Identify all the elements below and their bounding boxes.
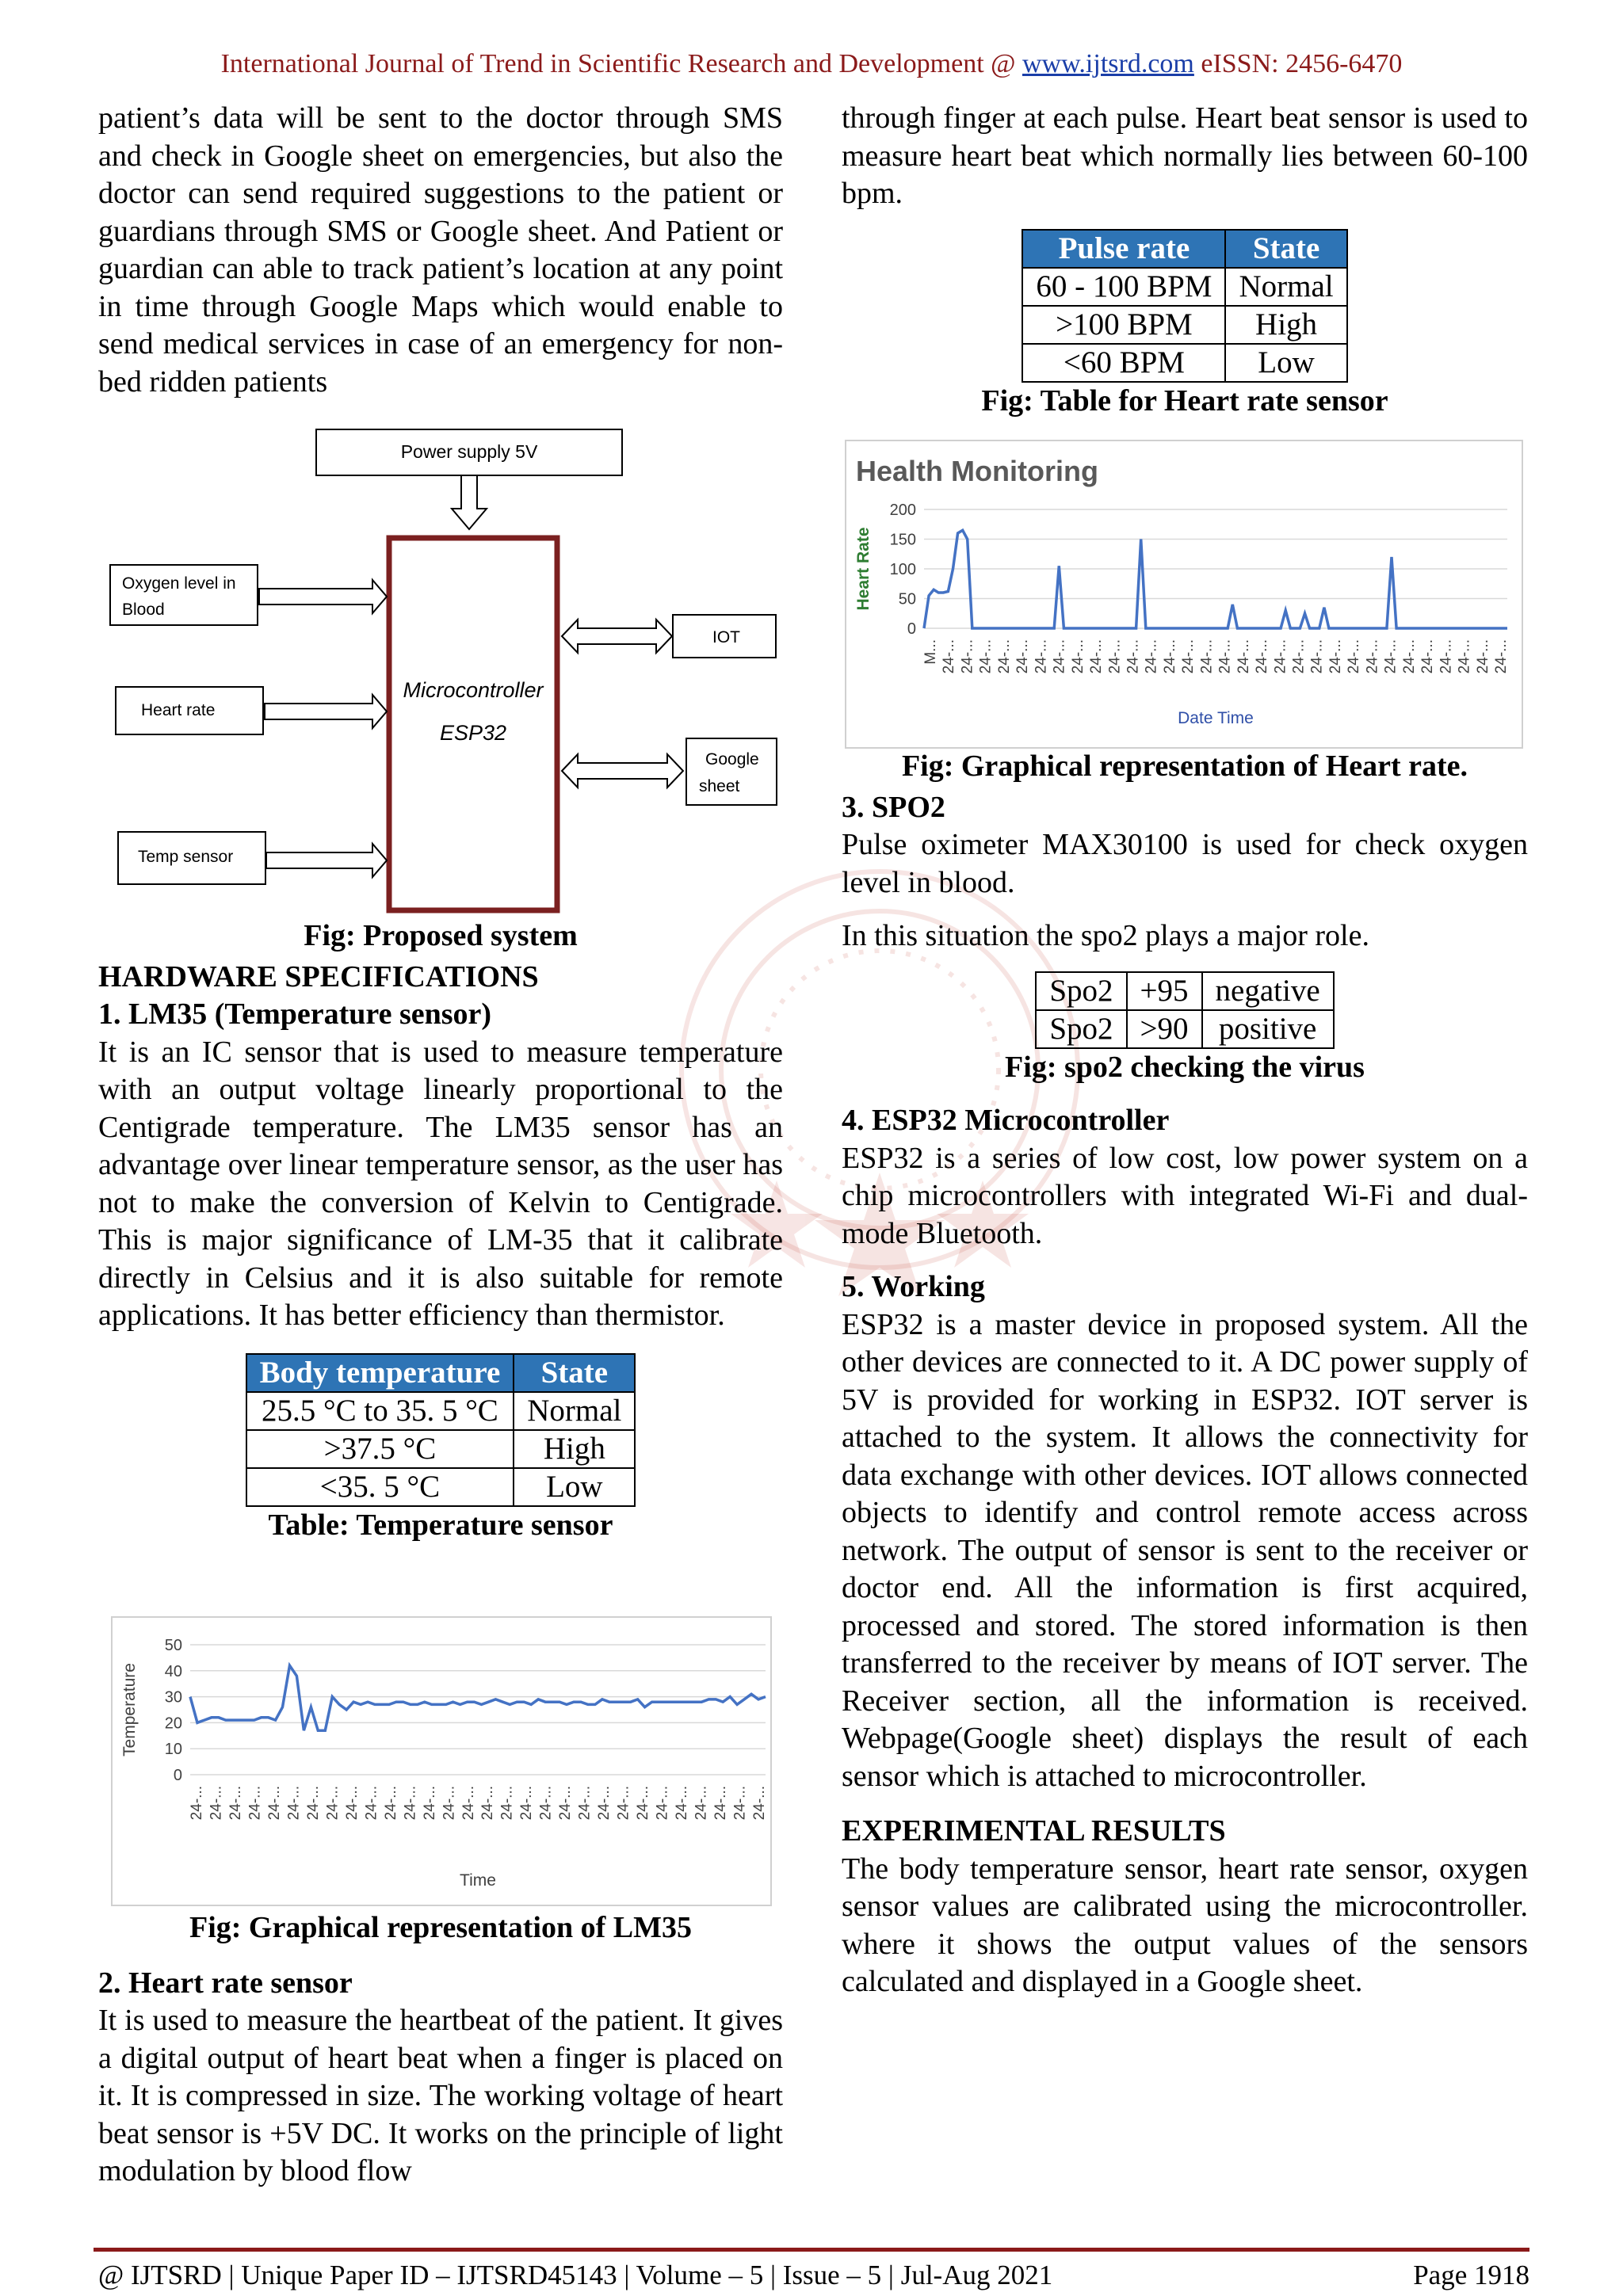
table-row bbox=[246, 1430, 636, 1468]
x-tick-label: 24-... bbox=[1033, 639, 1050, 674]
lm35-heading: 1. LM35 (Temperature sensor) bbox=[98, 997, 492, 1031]
x-tick-label: M... bbox=[922, 639, 939, 665]
google-sheet-label-1: Google bbox=[705, 750, 759, 769]
spo2-heading: 3. SPO2 bbox=[842, 790, 945, 824]
y-tick-label: 40 bbox=[164, 1662, 182, 1680]
intro-paragraph: patient’s data will be sent to the doctor through SMS and check in Google sheet on emergencies, but also the doctor can send required suggestions to the patient or guardians through SMS or Google sheet. And Patient or guardian can able to track patient’s location at any point in time through Google Maps which would enable to send medical services in case of an emergency for non-bed ridden patients bbox=[98, 101, 783, 399]
x-tick-label: 24-... bbox=[1364, 639, 1381, 674]
microcontroller-model: ESP32 bbox=[439, 721, 507, 745]
spo2-table bbox=[1035, 971, 1334, 1049]
x-tick-label: 24-... bbox=[615, 1786, 632, 1821]
esp32-paragraph: ESP32 is a series of low cost, low power system on a chip microcontrollers with integrated Wi-Fi and dual-mode Bluetooth. bbox=[842, 1141, 1528, 1250]
y-axis-label: Temperature bbox=[120, 1663, 139, 1756]
journal-header bbox=[0, 49, 1623, 79]
x-tick-label: 24-... bbox=[731, 1786, 749, 1821]
x-tick-label: 24-... bbox=[1216, 639, 1234, 674]
x-tick-label: 24-... bbox=[712, 1786, 730, 1821]
y-tick-label: 20 bbox=[164, 1714, 182, 1733]
hardware-specifications-heading: HARDWARE SPECIFICATIONS bbox=[98, 959, 539, 994]
pulse-rate-table bbox=[1022, 229, 1347, 383]
esp32-heading: 4. ESP32 Microcontroller bbox=[842, 1104, 1170, 1137]
x-tick-label: 24-... bbox=[324, 1786, 342, 1821]
x-tick-label: 24-... bbox=[208, 1786, 225, 1821]
left-column-lower bbox=[98, 917, 783, 1544]
x-tick-label: 24-... bbox=[1143, 639, 1160, 674]
temp-sensor-arrow bbox=[266, 844, 387, 877]
table-cell: Spo2 bbox=[1036, 1010, 1126, 1048]
table-cell: negative bbox=[1202, 972, 1334, 1010]
lm35-chart bbox=[111, 1616, 772, 1906]
x-tick-label: 24-... bbox=[1198, 639, 1216, 674]
table-header: Pulse rate bbox=[1022, 230, 1225, 268]
table-cell: positive bbox=[1202, 1010, 1334, 1048]
table-row bbox=[246, 1468, 636, 1506]
working-heading: 5. Working bbox=[842, 1270, 985, 1303]
x-tick-label: 24-... bbox=[460, 1786, 477, 1821]
x-tick-label: 24-... bbox=[518, 1786, 536, 1821]
page-number: Page 1918 bbox=[1413, 2260, 1529, 2290]
microcontroller-label: Microcontroller bbox=[403, 678, 544, 702]
x-tick-label: 24-... bbox=[1088, 639, 1106, 674]
x-tick-label: 24-... bbox=[382, 1786, 399, 1821]
y-tick-label: 30 bbox=[164, 1688, 182, 1707]
x-tick-label: 24-... bbox=[1474, 639, 1491, 674]
x-tick-label: 24-... bbox=[977, 639, 995, 674]
x-tick-label: 24-... bbox=[441, 1786, 458, 1821]
table-row bbox=[1036, 1010, 1333, 1048]
x-tick-label: 24-... bbox=[1272, 639, 1289, 674]
left-column bbox=[98, 100, 783, 401]
x-tick-label: 24-... bbox=[1161, 639, 1178, 674]
x-tick-label: 24-... bbox=[1125, 639, 1142, 674]
google-sheet-arrow bbox=[562, 754, 683, 788]
x-tick-label: 24-... bbox=[1327, 639, 1344, 674]
chart-title: Health Monitoring bbox=[856, 455, 1098, 487]
x-tick-label: 24-... bbox=[1346, 639, 1363, 674]
left-column-bottom bbox=[98, 1909, 783, 2191]
x-tick-label: 24-... bbox=[498, 1786, 516, 1821]
x-tick-label: 24-... bbox=[941, 639, 958, 674]
table-cell: Spo2 bbox=[1036, 972, 1126, 1010]
table-cell: >37.5 °C bbox=[246, 1430, 514, 1468]
x-tick-label: 24-... bbox=[1254, 639, 1271, 674]
pulse-table-caption: Fig: Table for Heart rate sensor bbox=[981, 383, 1388, 418]
table-header: State bbox=[514, 1354, 635, 1392]
x-tick-label: 24-... bbox=[1419, 639, 1437, 674]
y-tick-label: 0 bbox=[173, 1767, 182, 1784]
heart-rate-continued: through finger at each pulse. Heart beat sensor is used to measure heart beat which normally lies between 60-100 bpm. bbox=[842, 101, 1528, 210]
y-tick-label: 0 bbox=[907, 620, 916, 638]
fig-heart-rate-caption: Fig: Graphical representation of Heart rate. bbox=[901, 749, 1468, 783]
x-tick-label: 24-... bbox=[1069, 639, 1086, 674]
table-cell: Low bbox=[514, 1468, 635, 1506]
fig-proposed-system-caption: Fig: Proposed system bbox=[304, 919, 578, 952]
oxygen-label-1: Oxygen level in bbox=[122, 574, 236, 593]
x-tick-label: 24-... bbox=[1235, 639, 1252, 674]
y-tick-label: 200 bbox=[889, 502, 916, 519]
x-tick-label: 24-... bbox=[189, 1786, 205, 1821]
table-row bbox=[1022, 344, 1346, 382]
x-tick-label: 24-... bbox=[995, 639, 1013, 674]
table-row bbox=[246, 1392, 636, 1430]
x-tick-label: 24-... bbox=[654, 1786, 671, 1821]
x-tick-label: 24-... bbox=[1438, 639, 1455, 674]
x-tick-label: 24-... bbox=[751, 1786, 768, 1821]
x-tick-label: 24-... bbox=[1400, 639, 1418, 674]
table-cell: Normal bbox=[1225, 268, 1346, 306]
right-column-lower bbox=[842, 748, 1528, 2001]
x-tick-label: 24-... bbox=[537, 1786, 555, 1821]
table-cell: >90 bbox=[1127, 1010, 1202, 1048]
table-header: State bbox=[1225, 230, 1346, 268]
x-tick-label: 24-... bbox=[1180, 639, 1197, 674]
x-tick-label: 24-... bbox=[1456, 639, 1473, 674]
y-tick-label: 50 bbox=[164, 1637, 182, 1654]
x-tick-label: 24-... bbox=[576, 1786, 594, 1821]
oxygen-arrow bbox=[259, 580, 387, 613]
right-column bbox=[842, 100, 1528, 420]
y-tick-label: 100 bbox=[889, 561, 916, 578]
table-cell: >100 BPM bbox=[1022, 306, 1225, 344]
temperature-table-caption: Table: Temperature sensor bbox=[268, 1508, 613, 1542]
y-axis-label: Heart Rate bbox=[854, 527, 873, 611]
x-tick-label: 24-... bbox=[227, 1786, 244, 1821]
table-cell: <35. 5 °C bbox=[246, 1468, 514, 1506]
y-tick-label: 150 bbox=[889, 531, 916, 549]
x-tick-label: 24-... bbox=[1106, 639, 1124, 674]
footer-text: @ IJTSRD | Unique Paper ID – IJTSRD45143 | Volume – 5 | Issue – 5 | Jul-Aug 2021 bbox=[98, 2260, 1053, 2290]
spo2-paragraph: Pulse oximeter MAX30100 is used for check oxygen level in blood. bbox=[842, 828, 1528, 899]
proposed-system-diagram bbox=[98, 420, 788, 915]
chart-frame bbox=[112, 1617, 771, 1905]
heart-rate-heading: 2. Heart rate sensor bbox=[98, 1966, 353, 2000]
heart-rate-arrow bbox=[265, 695, 387, 728]
x-tick-label: 24-... bbox=[1014, 639, 1032, 674]
x-axis-label: Date Time bbox=[1178, 709, 1254, 727]
x-tick-label: 24-... bbox=[343, 1786, 361, 1821]
x-tick-label: 24-... bbox=[557, 1786, 575, 1821]
header-issn: eISSN: 2456-6470 bbox=[1193, 49, 1403, 78]
spo2-paragraph-2: In this situation the spo2 plays a major role. bbox=[842, 919, 1369, 952]
y-tick-label: 10 bbox=[164, 1741, 182, 1759]
fig-lm35-caption: Fig: Graphical representation of LM35 bbox=[189, 1911, 692, 1944]
header-link[interactable]: www.ijtsrd.com bbox=[1022, 49, 1194, 78]
x-tick-label: 24-... bbox=[1290, 639, 1308, 674]
lm35-paragraph: It is an IC sensor that is used to measure temperature with an output voltage linearly proportional to the Centigrade temperature. The LM35 sensor has an advantage over linear temperature sensor, as the user has not to make the conversion of Kelvin to Centigrade. This is major significance of LM-35 that it calibrate directly in Celsius and it is also suitable for remote applications. It has better efficiency than thermistor. bbox=[98, 1035, 783, 1332]
table-cell: High bbox=[1225, 306, 1346, 344]
x-tick-label: 24-... bbox=[674, 1786, 691, 1821]
x-tick-label: 24-... bbox=[363, 1786, 380, 1821]
oxygen-label-2: Blood bbox=[122, 601, 165, 619]
x-tick-label: 24-... bbox=[1382, 639, 1400, 674]
experimental-results-heading: EXPERIMENTAL RESULTS bbox=[842, 1814, 1226, 1848]
table-cell: +95 bbox=[1127, 972, 1202, 1010]
table-cell: High bbox=[514, 1430, 635, 1468]
x-axis-label: Time bbox=[460, 1871, 496, 1890]
google-sheet-label-2: sheet bbox=[699, 777, 740, 795]
table-cell: <60 BPM bbox=[1022, 344, 1225, 382]
x-tick-label: 24-... bbox=[304, 1786, 322, 1821]
x-tick-label: 24-... bbox=[635, 1786, 652, 1821]
x-tick-label: 24-... bbox=[1493, 639, 1510, 674]
table-row bbox=[1022, 306, 1346, 344]
x-tick-label: 24-... bbox=[1051, 639, 1068, 674]
x-tick-label: 24-... bbox=[959, 639, 976, 674]
table-cell: 60 - 100 BPM bbox=[1022, 268, 1225, 306]
working-paragraph: ESP32 is a master device in proposed system. All the other devices are connected to it. A DC power supply of 5V is provided for working in ESP32. IOT server is attached to the system. It allows the connectivity for data exchange with other devices. IOT allows connected objects to identify and control remote access across network. The output of sensor is sent to the receiver or doctor end. All the information is first acquired, processed and stored. The stored information is then transferred to the receiver by means of IOT server. The Receiver section, all the information is received. Webpage(Google sheet) displays the result of each sensor which is attached to microcontroller. bbox=[842, 1307, 1528, 1793]
table-row bbox=[1036, 972, 1333, 1010]
x-tick-label: 24-... bbox=[1308, 639, 1326, 674]
footer-rule bbox=[94, 2248, 1529, 2252]
heart-rate-chart bbox=[845, 440, 1523, 749]
experimental-results-paragraph: The body temperature sensor, heart rate sensor, oxygen sensor values are calibrated using the microcontroller. where it shows the output values of the sensors calculated and displayed in a Google sheet. bbox=[842, 1852, 1528, 1998]
x-tick-label: 24-... bbox=[402, 1786, 419, 1821]
header-text: International Journal of Trend in Scientific Research and Development @ bbox=[220, 49, 1022, 78]
x-tick-label: 24-... bbox=[479, 1786, 497, 1821]
footer bbox=[98, 2260, 1529, 2291]
iot-label: IOT bbox=[712, 628, 740, 646]
x-tick-label: 24-... bbox=[421, 1786, 438, 1821]
power-supply-label: Power supply 5V bbox=[400, 441, 538, 462]
temp-sensor-label: Temp sensor bbox=[138, 848, 234, 866]
table-header: Body temperature bbox=[246, 1354, 514, 1392]
x-tick-label: 24-... bbox=[285, 1786, 303, 1821]
iot-arrow bbox=[562, 620, 672, 653]
x-tick-label: 24-... bbox=[246, 1786, 264, 1821]
y-tick-label: 50 bbox=[898, 590, 916, 608]
table-cell: Low bbox=[1225, 344, 1346, 382]
x-tick-label: 24-... bbox=[596, 1786, 613, 1821]
table-row bbox=[1022, 268, 1346, 306]
table-cell: Normal bbox=[514, 1392, 635, 1430]
table-cell: 25.5 °C to 35. 5 °C bbox=[246, 1392, 514, 1430]
heart-rate-label: Heart rate bbox=[141, 701, 216, 719]
x-tick-label: 24-... bbox=[693, 1786, 710, 1821]
heart-rate-paragraph: It is used to measure the heartbeat of the patient. It gives a digital output of heart beat when a finger is placed on it. It is compressed in size. The working voltage of heart beat sensor is +5V DC. It works on the principle of light modulation by blood flow bbox=[98, 2004, 783, 2187]
temperature-table bbox=[246, 1353, 636, 1507]
x-tick-label: 24-... bbox=[265, 1786, 283, 1821]
spo2-table-caption: Fig: spo2 checking the virus bbox=[1005, 1050, 1365, 1084]
